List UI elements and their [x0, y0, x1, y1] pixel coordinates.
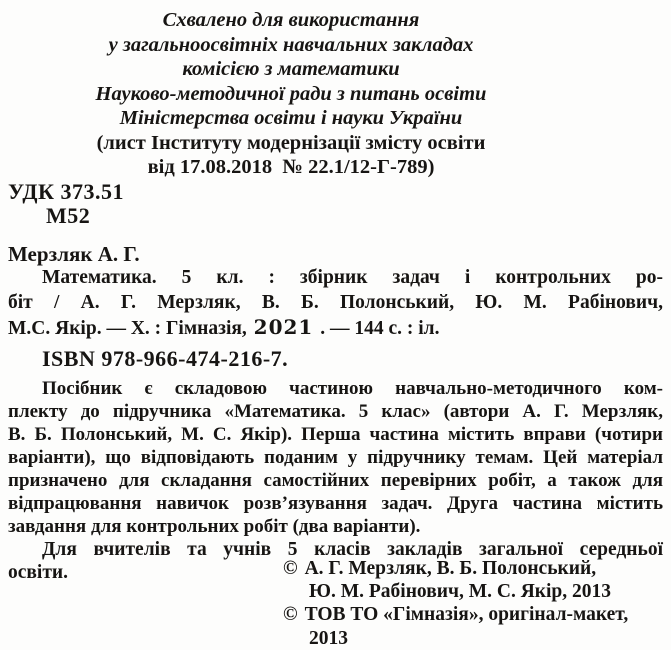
annotation-line-7: завдання для контрольних робіт (два варіанти). [8, 516, 421, 537]
approval-line-1: Схвалено для використання [162, 9, 420, 31]
udk-code: УДК 373.51 [8, 178, 125, 204]
annotation-line-1: Посібник є складовою частиною навчально-методичного ком- [42, 378, 663, 399]
copyright-icon: © [283, 604, 298, 626]
annotation-paragraph [8, 377, 663, 538]
audience-line-2: освіти. [8, 562, 69, 583]
author-heading: Мерзляк А. Г. [8, 241, 140, 266]
publisher-suffix: . — 144 с. : іл. [315, 318, 440, 339]
annotation-line-2: плекту до підручника «Математика. 5 клас» (автори А. Г. Мерзляк, [8, 401, 663, 422]
annotation-line-5: призначено для складання самостійних перевірних робіт, а також для [8, 470, 663, 491]
copyright-block [283, 557, 668, 650]
copyright-authors-line-2: Ю. М. Рабінович, М. С. Якір, 2013 [309, 581, 612, 603]
publication-year: 2021 [253, 315, 314, 339]
approval-line-3: комісією з математики [182, 58, 400, 80]
approval-letter-line-2: від 17.08.2018 № 22.1/12-Г-789) [147, 156, 435, 178]
author-sign-code: М52 [46, 203, 91, 228]
biblio-line-2: біт / А. Г. Мерзляк, В. Б. Полонський, Ю. М. Рабінович, [8, 291, 663, 313]
isbn-line: ISBN 978-966-474-216-7. [42, 345, 289, 371]
approval-line-4: Науково-методичної ради з питань освіти [95, 82, 487, 105]
copyright-icon: © [283, 558, 298, 579]
publisher-prefix: М.С. Якір. — Х. : Гімназія, [8, 318, 252, 339]
copyright-authors-text: А. Г. Мерзляк, В. Б. Полонський, [304, 558, 597, 579]
approval-line-2: у загальноосвітніх навчальних закладах [108, 33, 474, 56]
approval-line-5: Міністерства освіти і науки України [119, 107, 463, 129]
copyright-publisher-text: ТОВ ТО «Гімназія», оригінал-макет, [304, 604, 629, 626]
copyright-authors-line-1 [283, 557, 668, 580]
annotation-line-6: відпрацювання навичок розв’язування задач. Друга частина містить [8, 493, 663, 514]
approval-block [8, 8, 574, 180]
audience-line-1: Для вчителів та учнів 5 класів закладів загальної середньої [42, 539, 663, 560]
copyright-publisher-line-1 [283, 603, 668, 626]
biblio-line-1: Математика. 5 кл. : збірник задач і контрольних ро- [42, 267, 663, 288]
copyright-publisher-line-2: 2013 [309, 627, 348, 649]
approval-letter-line-1: (лист Інституту модернізації змісту освіти [96, 131, 486, 154]
bibliographic-record [8, 266, 663, 342]
annotation-line-4: варіанти), що відповідають поданим у підручнику темам. Цей матеріал [8, 447, 663, 468]
biblio-publisher-line [8, 315, 663, 342]
classification-codes [8, 180, 663, 229]
annotation-line-3: В. Б. Полонський, М. С. Якір). Перша частина містить вправи (чотири [8, 424, 663, 445]
